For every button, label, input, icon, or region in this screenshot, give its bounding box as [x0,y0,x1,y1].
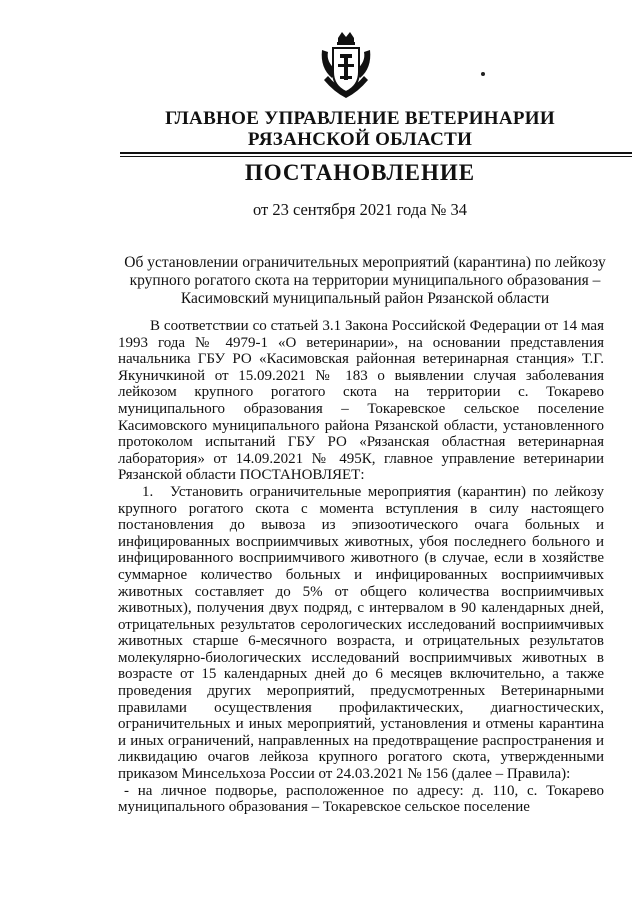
scan-speck [481,72,485,76]
subitem-paragraph: - на личное подворье, расположенное по адресу: д. 110, с. Токарево муниципального образования – Токаревское сельское поселение [118,782,604,816]
document-body [118,318,604,816]
document-type: ПОСТАНОВЛЕНИЕ [244,160,476,185]
item-1-number: 1. [142,483,154,500]
org-name-line1: ГЛАВНОЕ УПРАВЛЕНИЕ ВЕТЕРИНАРИИ [165,108,555,129]
document-subject: Об установлении ограничительных мероприятий (карантина) по лейкозу крупного рогатого скота на территории муниципального образования – Касимовский муниципальный район Рязанской области [124,254,606,307]
item-1-paragraph [118,484,604,783]
preamble-paragraph: В соответствии со статьей 3.1 Закона Российской Федерации от 14 мая 1993 года № 4979-1 «О ветеринарии», на основании представления начальника ГБУ РО «Касимовская районная ветеринарная станция» Т.Г. Якуничкиной от 15.09.2021 № 183 о выявлении случая заболевания лейкозом крупного рогатого скота на территории с. Токарево муниципального образования – Токаревское сельское поселение Касимовского муниципального района Рязанской области, установленного протоколом испытаний ГБУ РО «Рязанская областная ветеринарная лаборатория» от 14.09.2021 № 495К, главное управление ветеринарии Рязанской области ПОСТАНОВЛЯЕТ: [118,318,604,484]
header-rule-thin [120,156,632,157]
org-name-line2: РЯЗАНСКОЙ ОБЛАСТИ [247,129,473,150]
header-rule-thick [120,152,632,154]
document-date-number: от 23 сентября 2021 года № 34 [252,200,468,219]
item-1-text: Установить ограничительные мероприятия (карантин) по лейкозу крупного рогатого скота с момента вступления в силу настоящего постановления до вывоза из эпизоотического очага больных и инфицированных восприимчивых животных, убоя последнего больного и инфицированного восприимчивого животного (в случае, если в хозяйстве суммарное количество больных и инфицированных восприимчивых животных составляет до 5% от общего количества восприимчивых животных), получения двух подряд, с интервалом в 90 календарных дней, отрицательных результатов серологических исследований восприимчивых животных старше 6-месячного возраста, и отрицательных результатов молекулярно-биологических исследований восприимчивых животных в возрасте от 15 календарных дней до 6 месяцев включительно, а также проведения других мероприятий, предусмотренных Ветеринарными правилами осуществления профилактических, диагностических, ограничительных и иных мероприятий, установления и отмены карантина и иных ограничений, направленных на предотвращение распространения и ликвидацию очагов лейкоза крупного рогатого скота, утвержденными приказом Минсельхоза России от 24.03.2021 № 156 (далее – Правила): [118,483,604,783]
coat-of-arms-icon [318,28,374,104]
